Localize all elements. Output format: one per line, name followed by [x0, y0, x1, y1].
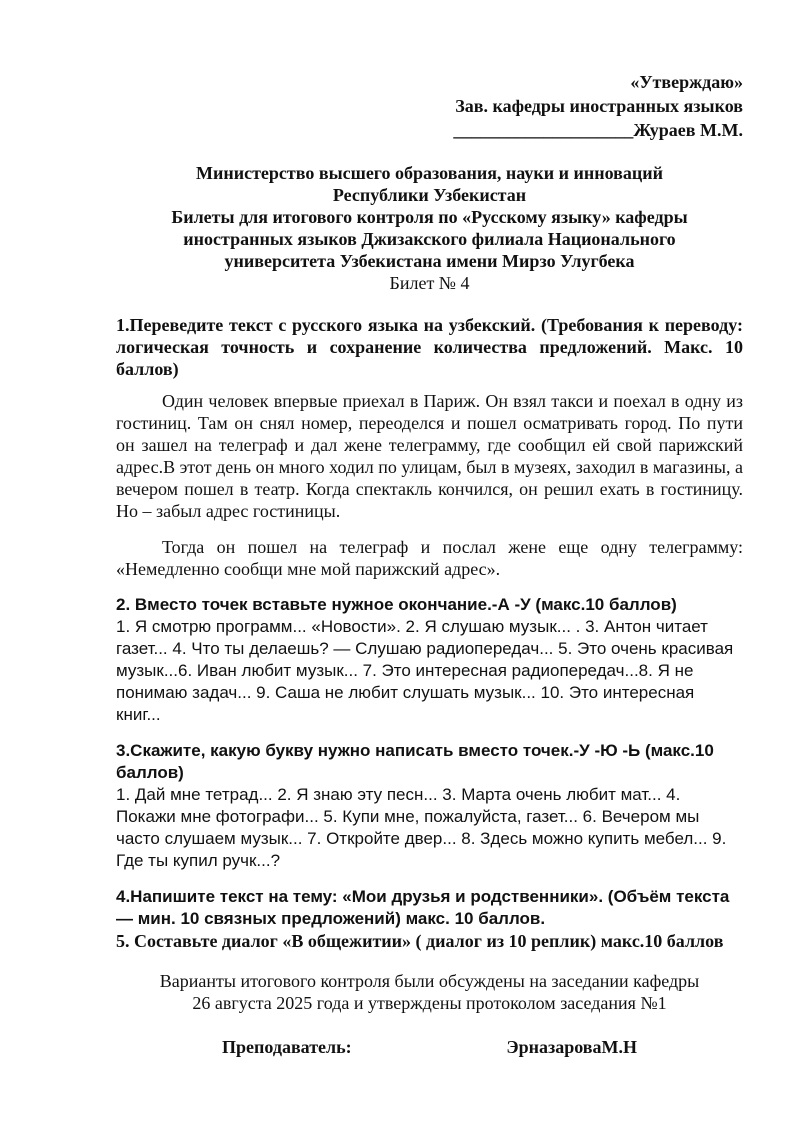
task5-text: 5. Составьте диалог «В общежитии» ( диалог из 10 реплик) макс.10 баллов: [116, 931, 724, 951]
task3-heading: 3.Скажите, какую букву нужно написать вместо точек.-У -Ю -Ь (макс.10 баллов): [116, 741, 714, 782]
header-line-3: Билеты для итогового контроля по «Русскому языку» кафедры: [171, 207, 688, 227]
task3-block: [116, 740, 743, 872]
approval-block: [116, 70, 743, 142]
header-line-1: Министерство высшего образования, науки и инноваций: [196, 163, 663, 183]
document-header: [116, 162, 743, 294]
task2-block: [116, 594, 743, 726]
teacher-name: ЭрназароваМ.Н: [506, 1037, 637, 1057]
task1-paragraph-1: Один человек впервые приехал в Париж. Он взял такси и поехал в одну из гостиниц. Там он снял номер, переоделся и пошел осматривать город. По пути он зашел на телеграф и дал жене телеграмму, где сообщил ей свой парижский адрес.В этот день он много ходил по улицам, был в музеях, заходил в магазины, а вечером пошел в театр. Когда спектакль кончился, он решил ехать в гостиницу. Но – забыл адрес гостиницы.: [116, 391, 743, 521]
task1-heading: 1.Переведите текст с русского языка на узбекский. (Требования к переводу: логическая точность и сохранение количества предложений. Макс. 10 баллов): [116, 315, 743, 379]
approval-position: Зав. кафедры иностранных языков: [455, 96, 743, 116]
teacher-label: Преподаватель:: [222, 1037, 352, 1057]
task2-heading: 2. Вместо точек вставьте нужное окончание.-А -У (макс.10 баллов): [116, 595, 677, 614]
header-line-2: Республики Узбекистан: [332, 185, 527, 205]
header-line-5: университета Узбекистана имени Мирзо Улугбека: [224, 251, 635, 271]
task3-body: 1. Дай мне тетрад... 2. Я знаю эту песн... 3. Марта очень любит мат... 4. Покажи мне фотографи... 5. Купи мне, пожалуйста, газет... 6. Вечером мы часто слушаем музык... 7. Откройте двер... 8. Здесь можно купить мебел... 9. Где ты купил ручк...?: [116, 785, 727, 870]
approval-note-line-1: Варианты итогового контроля были обсуждены на заседании кафедры: [159, 971, 700, 991]
approval-title: «Утверждаю»: [630, 72, 743, 92]
task1-paragraph-2: Тогда он пошел на телеграф и послал жене еще одну телеграмму: «Немедленно сообщи мне мой парижский адрес».: [116, 537, 743, 579]
approval-note-line-2: 26 августа 2025 года и утверждены протоколом заседания №1: [192, 993, 667, 1013]
signature-row: [116, 1036, 743, 1058]
task4-text: 4.Напишите текст на тему: «Мои друзья и родственники». (Объём текста — мин. 10 связных предложений) макс. 10 баллов.: [116, 887, 730, 928]
approval-note: [116, 970, 743, 1014]
task2-body: 1. Я смотрю программ... «Новости». 2. Я слушаю музык... . 3. Антон читает газет... 4. Что ты делаешь? — Слушаю радиопередач... 5. Это очень красивая музык...6. Иван любит музык... 7. Это интересная радиопередач...8. Я не понимаю задач... 9. Саша не любит слушать музык... 10. Это интересная книг...: [116, 617, 734, 724]
approval-signature-line: ____________________Жураев М.М.: [453, 120, 743, 140]
exam-ticket-page: [116, 70, 743, 1058]
ticket-number: Билет № 4: [389, 273, 470, 293]
header-line-4: иностранных языков Джизакского филиала Национального: [183, 229, 676, 249]
